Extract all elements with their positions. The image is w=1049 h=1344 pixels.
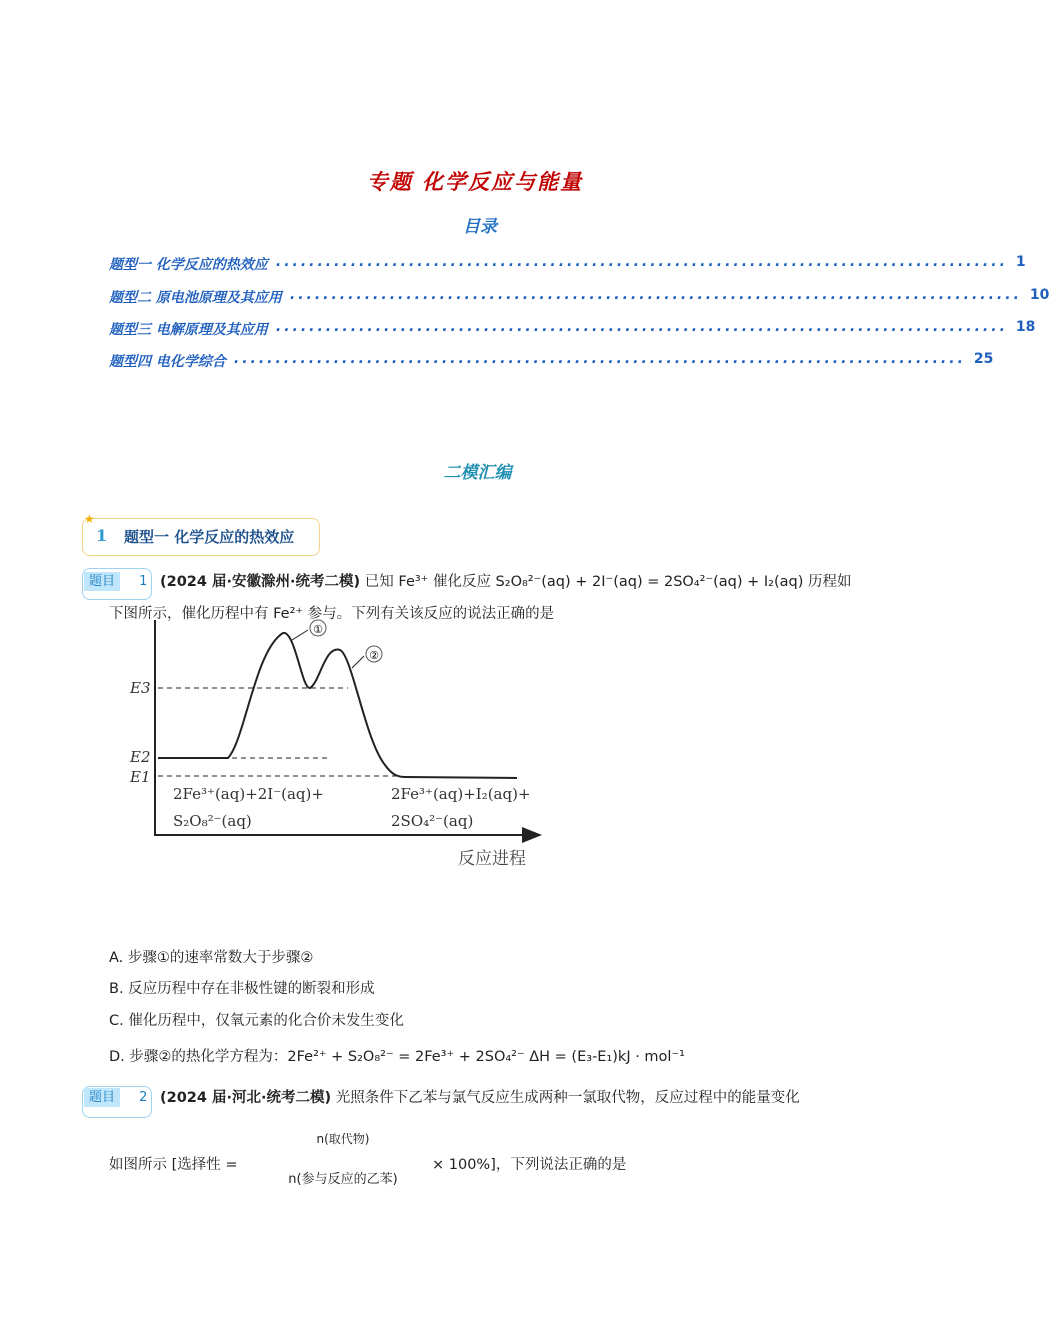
question-text: 如图所示 [选择性 = (109, 1157, 238, 1173)
question-tag: 题目 (84, 1088, 120, 1107)
toc-leader: ........................................................................................ (275, 319, 1008, 335)
star-icon: ★ (84, 512, 95, 526)
toc-heading: 目录 (463, 217, 497, 237)
toc-page: 1 (1015, 254, 1026, 270)
toc-leader: ........................................................................................ (275, 254, 1008, 270)
e1-label: E1 (130, 768, 151, 786)
question-source: (2024 届·河北·统考二模) (160, 1090, 332, 1106)
fraction-numerator: n(取代物) (316, 1132, 370, 1146)
toc-page: 25 (973, 351, 994, 367)
question-text: 下图所示，催化历程中有 Fe²⁺ 参与。下列有关该反应的说法正确的是 (109, 606, 555, 622)
question-text: 光照条件下乙苯与氯气反应生成两种一氯取代物，反应过程中的能量变化 (335, 1090, 800, 1106)
step2-pointer (352, 656, 364, 668)
question-number: 2 (139, 1090, 148, 1105)
question-tag: 题目 (84, 572, 120, 591)
banner-number: 1 (96, 526, 108, 545)
step2-label: ② (369, 649, 379, 662)
toc-leader: ........................................................................................ (289, 287, 1022, 303)
products-label: 2Fe³⁺(aq)+I₂(aq)+ (391, 785, 531, 803)
toc-leader: ........................................................................................ (233, 351, 966, 367)
reactants-label: 2Fe³⁺(aq)+2I⁻(aq)+ (173, 785, 324, 803)
step1-pointer (292, 630, 308, 640)
question-source: (2024 届·安徽滁州·统考二模) (160, 574, 361, 590)
toc-label: 题型四 电化学综合 (109, 354, 226, 370)
toc-page: 18 (1015, 319, 1036, 335)
option-a[interactable]: A. 步骤①的速率常数大于步骤② (109, 950, 314, 966)
section-heading: 二模汇编 (443, 463, 512, 483)
toc-label: 题型一 化学反应的热效应 (109, 257, 268, 273)
x-axis-label: 反应进程 (458, 849, 526, 869)
question-text: 已知 Fe³⁺ 催化反应 S₂O₈²⁻(aq) + 2I⁻(aq) = 2SO₄²⁻(aq) + I₂(aq) 历程如 (364, 574, 852, 590)
option-b[interactable]: B. 反应历程中存在非极性键的断裂和形成 (109, 981, 375, 997)
document-title: 专题 化学反应与能量 (366, 170, 584, 194)
banner-title: 题型一 化学反应的热效应 (124, 528, 295, 546)
fraction-denominator: n(参与反应的乙苯) (288, 1172, 398, 1187)
toc-label: 题型二 原电池原理及其应用 (109, 290, 282, 306)
option-d[interactable]: D. 步骤②的热化学方程为：2Fe²⁺ + S₂O₈²⁻ = 2Fe³⁺ + 2SO₄²⁻ ΔH = (E₃-E₁)kJ · mol⁻¹ (109, 1049, 685, 1065)
energy-curve (158, 633, 517, 778)
reactants-label: S₂O₈²⁻(aq) (173, 812, 252, 830)
question-number: 1 (139, 574, 148, 589)
option-c[interactable]: C. 催化历程中，仅氧元素的化合价未发生变化 (109, 1013, 404, 1029)
step1-label: ① (313, 623, 323, 636)
e3-label: E3 (130, 679, 151, 697)
products-label: 2SO₄²⁻(aq) (391, 812, 474, 830)
toc-page: 10 (1029, 287, 1049, 303)
question-text: × 100%]，下列说法正确的是 (432, 1157, 627, 1173)
toc-label: 题型三 电解原理及其应用 (109, 322, 268, 338)
e2-label: E2 (130, 748, 151, 766)
